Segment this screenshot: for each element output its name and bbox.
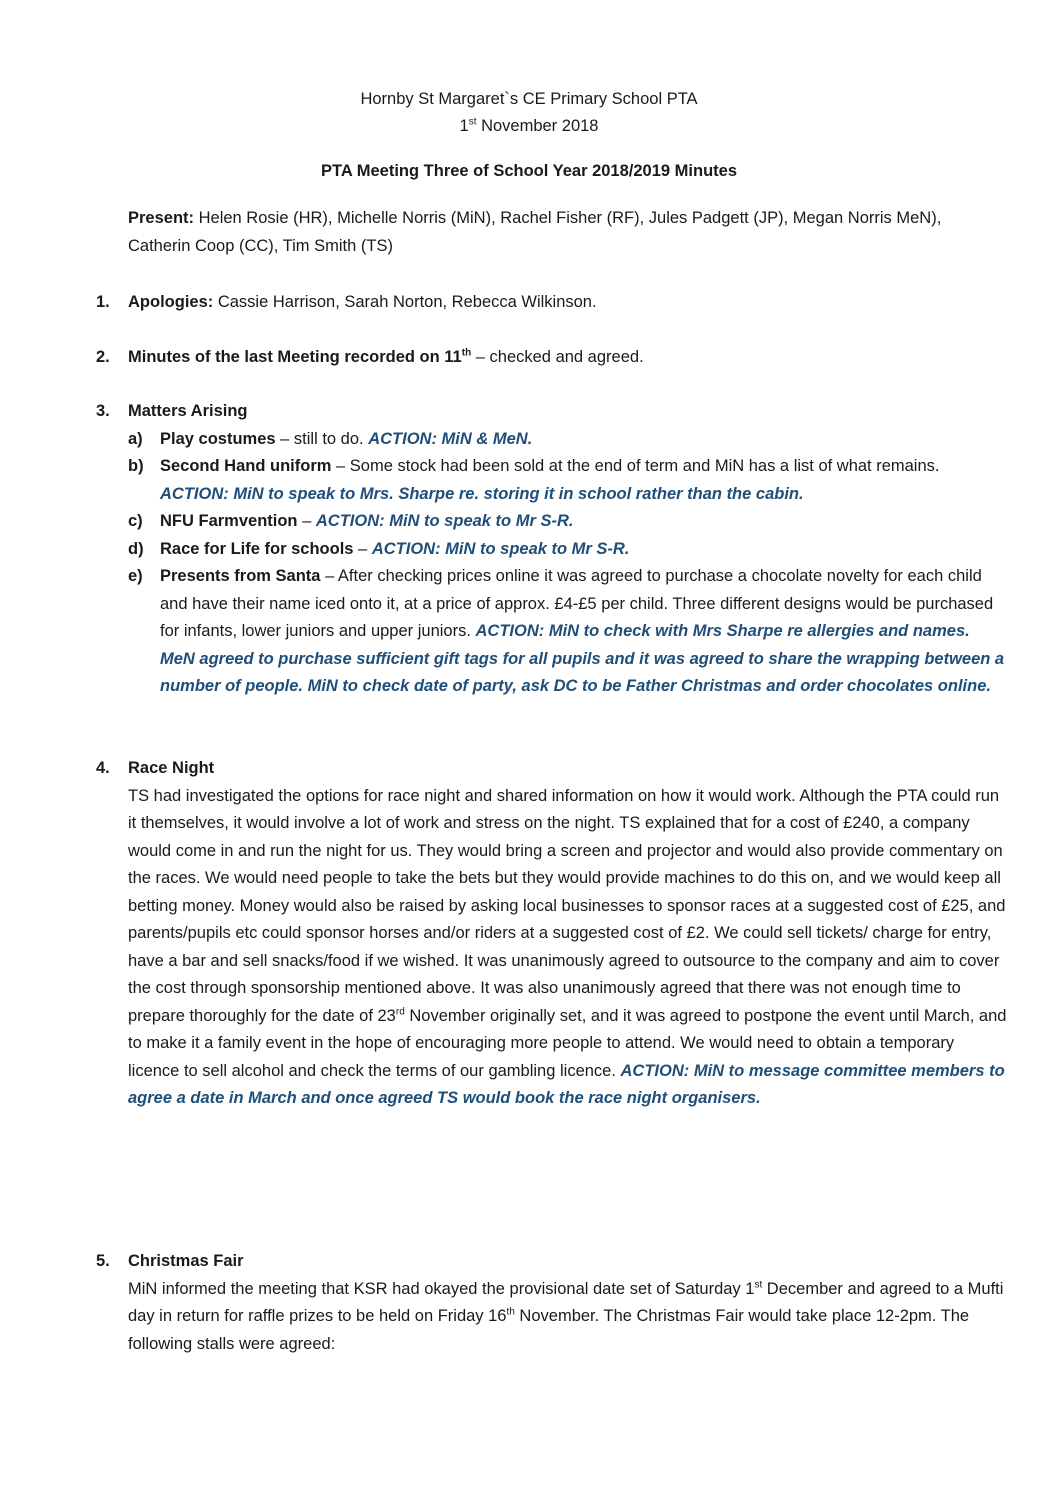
- action-note: ACTION: MiN to speak to Mr S-R.: [315, 512, 574, 530]
- race-night-paragraph: TS had investigated the options for race night and shared information on how it would work. Although the PTA could run it themselves, it would involve a lot of work and stress on the night. TS explained that for a cost of £240, a company would come in and run the night for us. They would bring a screen and projector and would also provide commentary on the races. We would need people to take the bets but they would provide machines to do this on, and we would keep all betting money. Money would also be raised by asking local businesses to sponsor races at a suggested cost of £25, and parents/pupils etc could sponsor horses and/or riders at a suggested cost of £2. We could sell tickets/ charge for entry, have a bar and sell snacks/food if we wished. It was unanimously agreed to outsource to the company and aim to cover the cost through sponsorship mentioned above. It was also unanimously agreed that there was not enough time to prepare thoroughly for the date of 23rd November originally set, and it was agreed to postpone the event until March, and to make it a family event in the hope of encouraging more people to attend. We would need to obtain a temporary licence to sell alcohol and check the terms of our gambling licence. ACTION: MiN to message committee members to agree a date in March and once agreed TS would book the race night organisers.: [128, 786, 1007, 1107]
- action-note: ACTION: MiN to speak to Mr S-R.: [371, 539, 630, 558]
- attendees-paragraph: [128, 205, 1008, 260]
- item-number: 2.: [96, 348, 110, 366]
- item-number: 5.: [96, 1252, 110, 1270]
- item-christmas-fair: [96, 1248, 1008, 1358]
- meeting-title: PTA Meeting Three of School Year 2018/2019 Minutes: [321, 162, 737, 180]
- sub-item-second-hand-uniform: b) Second Hand uniform – Some stock had been sold at the end of term and MiN has a list of what remains. ACTION: MiN to speak to Mrs. Sharpe re. storing it in school rather than the cabin.: [128, 457, 940, 503]
- item-race-night: [96, 755, 1008, 1113]
- action-note: ACTION: MiN & MeN.: [368, 429, 533, 448]
- item-number: 1.: [96, 293, 110, 311]
- school-name: Hornby St Margaret`s CE Primary School PTA: [360, 90, 698, 108]
- action-note: ACTION: MiN to speak to Mrs. Sharpe re. storing it in school rather than the cabin.: [160, 484, 804, 503]
- item-number: 3.: [96, 402, 110, 420]
- document-header: [0, 86, 1058, 140]
- action-note: ACTION: MiN to message committee members to agree a date in March and once agreed TS would book the race night organisers.: [128, 1061, 1005, 1107]
- present-list: Helen Rosie (HR), Michelle Norris (MiN), Rachel Fisher (RF), Jules Padgett (JP), Megan Norris MeN), Catherin Coop (CC), Tim Smith (TS): [128, 209, 942, 255]
- sub-item-presents-from-santa: e) Presents from Santa – After checking prices online it was agreed to purchase a chocolate novelty for each child and have their name iced onto it, at a price of approx. £4-£5 per child. Three different designs would be purchased for infants, lower juniors and upper juniors. ACTION: MiN to check with Mrs Sharpe re allergies and names. MeN agreed to purchase sufficient gift tags for all pupils and it was agreed to share the wrapping between a number of people. MiN to check date of party, ask DC to be Father Christmas and order chocolates online.: [128, 567, 1005, 695]
- minutes-label: Minutes of the last Meeting recorded on 11: [128, 348, 462, 366]
- item-apologies: [96, 289, 1008, 317]
- meeting-date: 1st November 2018: [459, 116, 599, 135]
- apologies-text: Cassie Harrison, Sarah Norton, Rebecca Wilkinson.: [213, 293, 597, 311]
- item-minutes: 2. Minutes of the last Meeting recorded on 11th – checked and agreed.: [96, 344, 1008, 372]
- sub-item-play-costumes: a) Play costumes – still to do. ACTION: MiN & MeN.: [128, 429, 533, 448]
- present-label: Present:: [128, 209, 195, 227]
- race-night-label: Race Night: [128, 759, 215, 777]
- minutes-text: – checked and agreed.: [471, 348, 644, 366]
- item-matters-arising: [96, 398, 1008, 701]
- apologies-label: Apologies:: [128, 293, 214, 311]
- sub-item-nfu-farmvention: c) NFU Farmvention – ACTION: MiN to speak to Mr S-R.: [128, 512, 574, 530]
- christmas-fair-paragraph: MiN informed the meeting that KSR had okayed the provisional date set of Saturday 1st December and agreed to a Mufti day in return for raffle prizes to be held on Friday 16th November. The Christmas Fair would take place 12-2pm. The following stalls were agreed:: [128, 1279, 1004, 1353]
- item-number: 4.: [96, 759, 110, 777]
- christmas-fair-label: Christmas Fair: [128, 1252, 244, 1270]
- matters-label: Matters Arising: [128, 402, 248, 420]
- action-note: ACTION: MiN to check with Mrs Sharpe re allergies and names. MeN agreed to purchase sufficient gift tags for all pupils and it was agreed to share the wrapping between a number of people. MiN to check date of party, ask DC to be Father Christmas and order chocolates online.: [160, 622, 1005, 695]
- sub-item-race-for-life: d) Race for Life for schools – ACTION: MiN to speak to Mr S-R.: [128, 539, 630, 558]
